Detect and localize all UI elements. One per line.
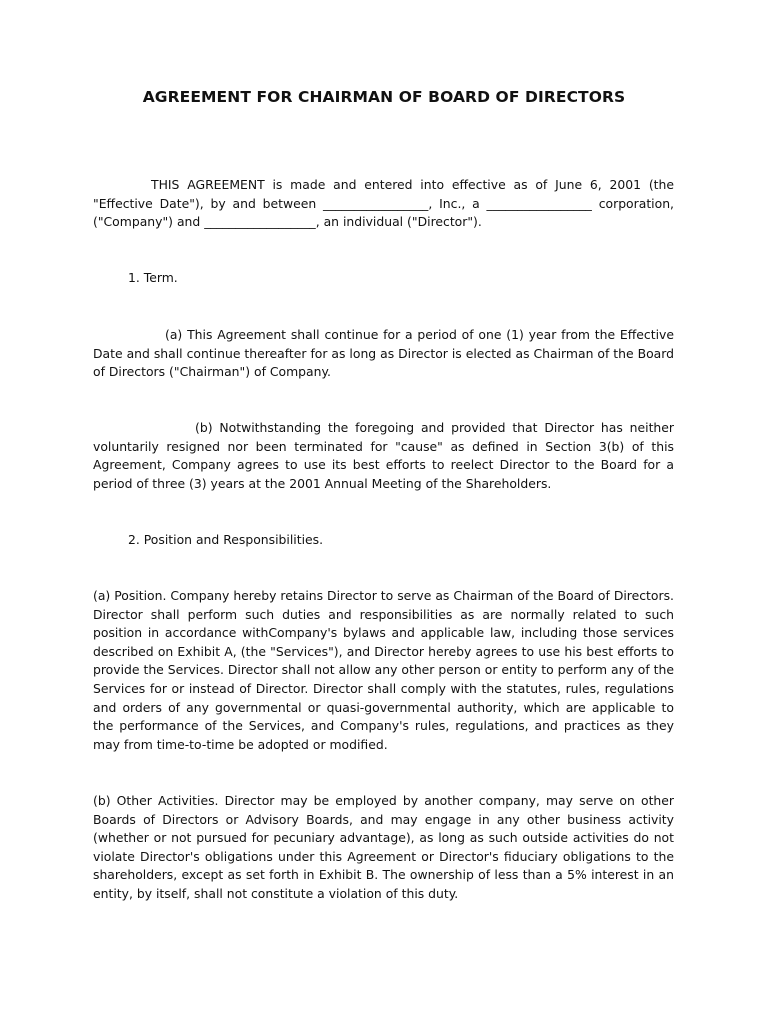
- section-1-heading: 1. Term.: [128, 270, 178, 285]
- section-1-paragraph-a: (a) This Agreement shall continue for a period of one (1) year from the Effective Date and shall continue thereafter for as long as Director is elected as Chairman of the Board of Directors ("Chairman") of Company.: [93, 327, 674, 380]
- section-1-paragraph-b: (b) Notwithstanding the foregoing and provided that Director has neither voluntarily resigned nor been terminated for "cause" as defined in Section 3(b) of this Agreement, Company agrees to use its best efforts to reelect Director to the Board for a period of three (3) years at the 2001 Annual Meeting of the Shareholders.: [93, 420, 674, 491]
- document-title: AGREEMENT FOR CHAIRMAN OF BOARD OF DIRECTORS: [142, 88, 626, 106]
- section-2-paragraph-a: (a) Position. Company hereby retains Director to serve as Chairman of the Board of Directors. Director shall perform such duties and responsibilities as are normally related to such position in accordance withCompany's bylaws and applicable law, including those services described on Exhibit A, (the "Services"), and Director hereby agrees to use his best efforts to provide the Services. Director shall not allow any other person or entity to perform any of the Services for or instead of Director. Director shall comply with the statutes, rules, regulations and orders of any governmental or quasi-governmental authority, which are applicable to the performance of the Services, and Company's rules, regulations, and practices as they may from time-to-time be adopted or modified.: [93, 588, 674, 752]
- intro-paragraph: THIS AGREEMENT is made and entered into effective as of June 6, 2001 (the "Effective Date"), by and between _________________, Inc., a _________________ corporation, ("Company") and __________________, an individual ("Director").: [93, 177, 674, 230]
- section-2-heading: 2. Position and Responsibilities.: [128, 532, 324, 547]
- section-2-paragraph-b: (b) Other Activities. Director may be employed by another company, may serve on other Boards of Directors or Advisory Boards, and may engage in any other business activity (whether or not pursued for pecuniary advantage), as long as such outside activities do not violate Director's obligations under this Agreement or Director's fiduciary obligations to the shareholders, except as set forth in Exhibit B. The ownership of less than a 5% interest in an entity, by itself, shall not constitute a violation of this duty.: [93, 793, 674, 901]
